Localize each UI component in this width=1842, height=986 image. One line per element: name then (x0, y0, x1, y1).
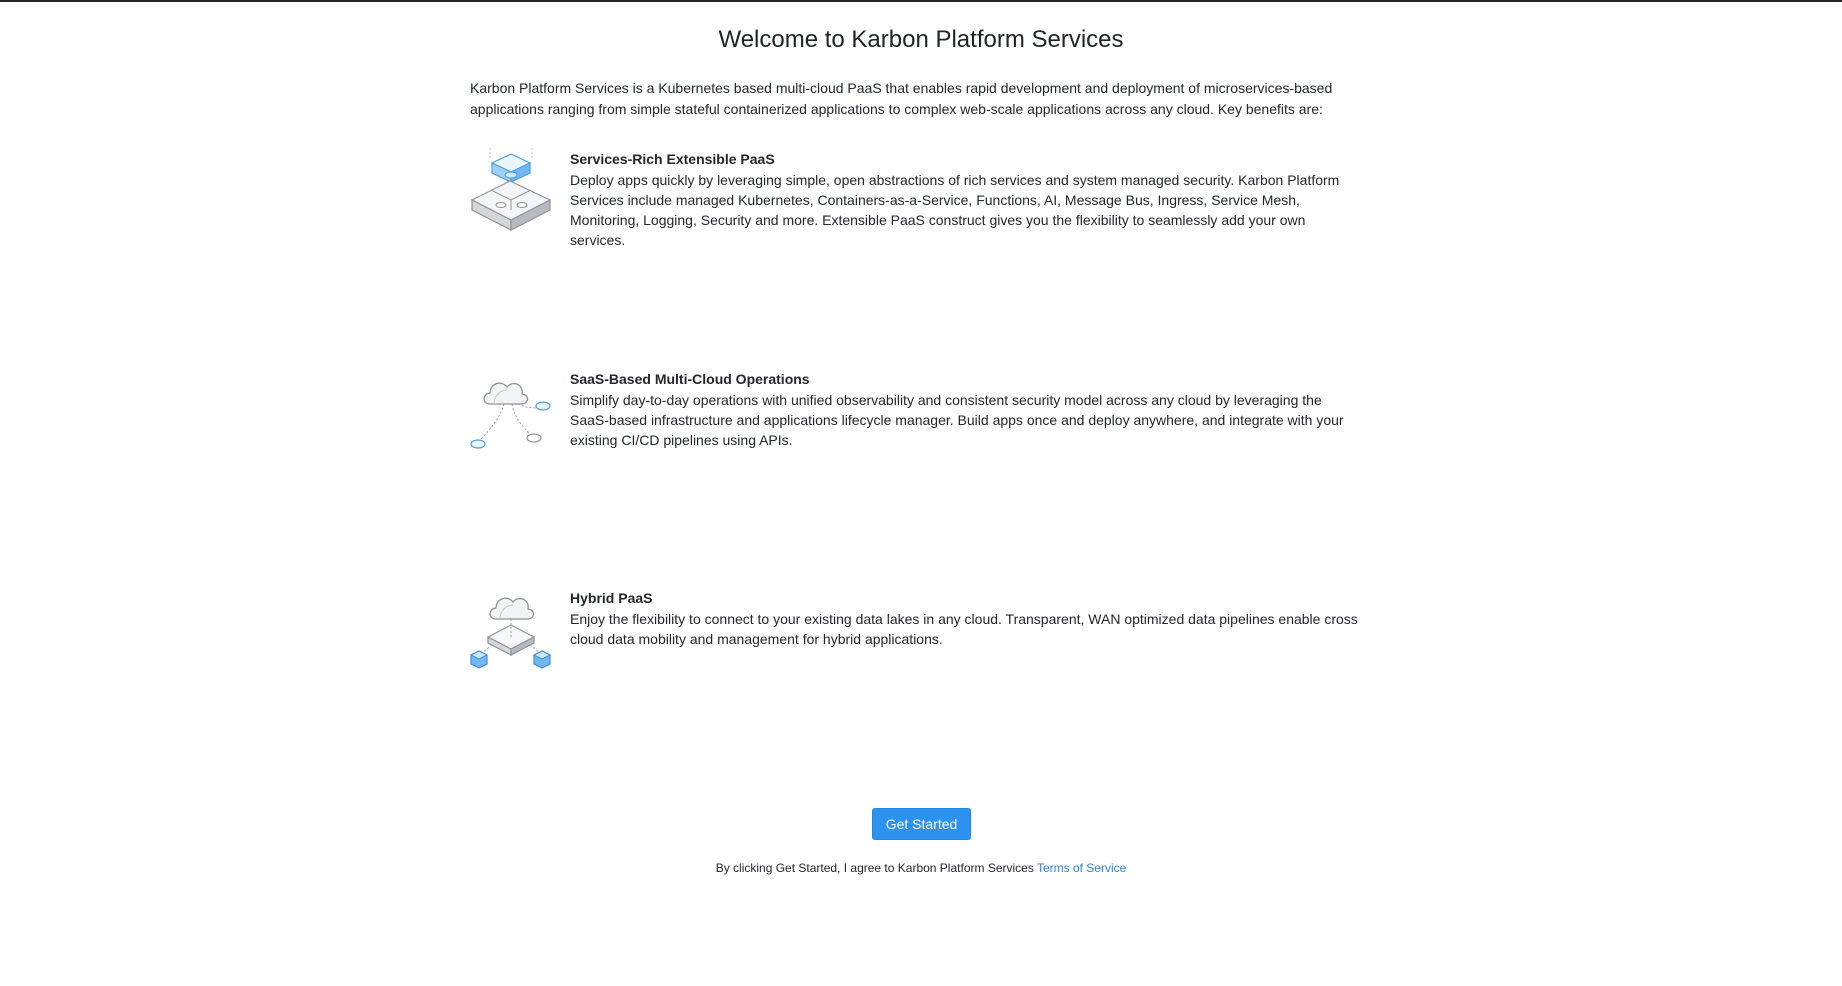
feature-title: SaaS-Based Multi-Cloud Operations (570, 371, 810, 387)
feature-services-rich-paas (470, 148, 1360, 248)
feature-description: Enjoy the flexibility to connect to your existing data lakes in any cloud. Transparent, WAN optimized data pipelines enable cross cloud data mobility and management for hybrid applications. (570, 611, 1358, 647)
get-started-button[interactable]: Get Started (872, 808, 971, 840)
puzzle-blocks-icon (470, 148, 552, 232)
feature-title: Hybrid PaaS (570, 590, 653, 606)
terms-notice-text: By clicking Get Started, I agree to Karbon Platform Services (715, 861, 1034, 875)
terms-notice (0, 861, 1842, 875)
hybrid-cloud-icon (470, 587, 552, 671)
terms-of-service-link[interactable]: Terms of Service (1036, 861, 1127, 875)
intro-text: Karbon Platform Services is a Kubernetes based multi-cloud PaaS that enables rapid development and deployment of microservices-based applications ranging from simple stateful containerized applications to complex web-scale applications across any cloud. Key benefits are: (470, 80, 1333, 117)
page-title: Welcome to Karbon Platform Services (718, 26, 1124, 53)
feature-title: Services-Rich Extensible PaaS (570, 151, 775, 167)
feature-hybrid-paas (470, 587, 1360, 687)
feature-description: Simplify day-to-day operations with unified observability and consistent security model across any cloud by leveraging the SaaS-based infrastructure and applications lifecycle manager. Build apps once and deploy anywhere, and integrate with your existing CI/CD pipelines using APIs. (570, 392, 1344, 448)
feature-multi-cloud-operations (470, 368, 1360, 468)
multi-cloud-icon (470, 368, 552, 452)
feature-description: Deploy apps quickly by leveraging simple, open abstractions of rich services and system managed security. Karbon Platform Services include managed Kubernetes, Containers-as-a-Service, Functions, AI, Message Bus, Ingress, Service Mesh, Monitoring, Logging, Security and more. Extensible PaaS construct gives you the flexibility to seamlessly add your own services. (570, 172, 1340, 248)
